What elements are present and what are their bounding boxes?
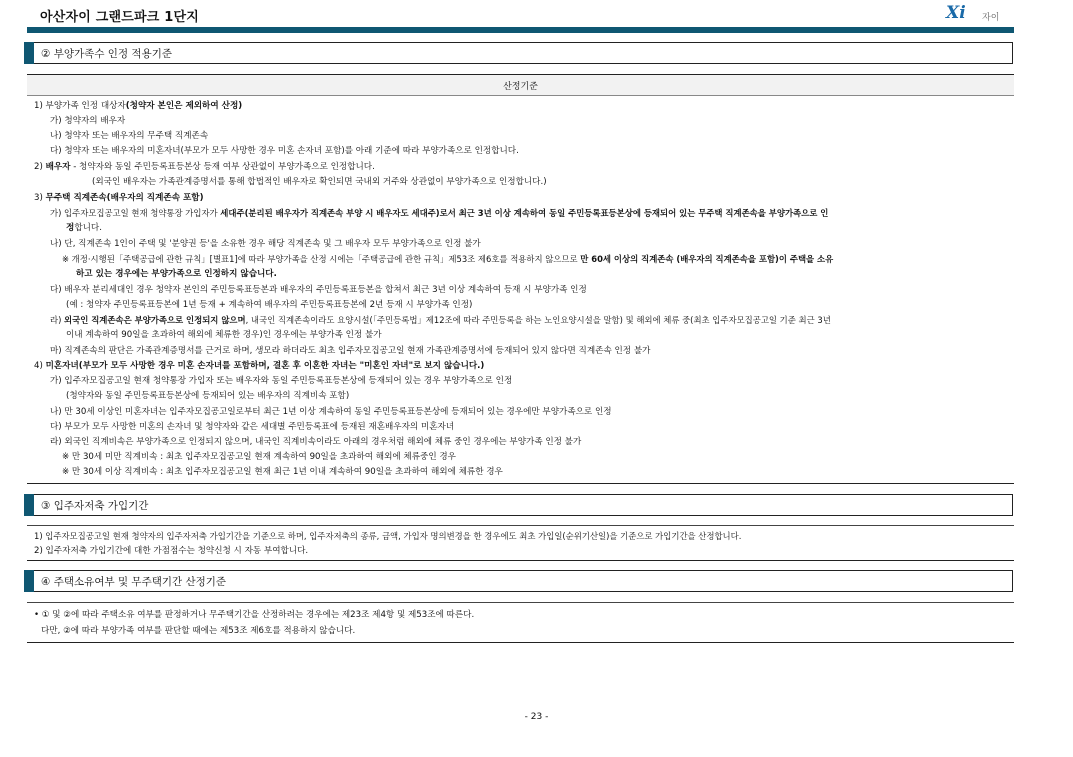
text-line: 나) 만 30세 이상인 미혼자녀는 입주자모집공고일로부터 최근 1년 이상 계속하여 동일 주민등록표등본상에 등재되어 있는 경우에만 부양가족으로 인정 bbox=[50, 407, 612, 417]
text-line: 4) 미혼자녀(부모가 모두 사망한 경우 미혼 손자녀를 포함하며, 결혼 후 이혼한 자녀는 "미혼인 자녀"로 보지 않습니다.) bbox=[34, 361, 485, 371]
section-marker bbox=[24, 42, 34, 64]
text-line: (예 : 청약자 주민등록표등본에 1년 등재 + 계속하여 배우자의 주민등록표등본에 2년 등재 시 부양가족 인정) bbox=[66, 300, 473, 310]
section-divider bbox=[27, 642, 1014, 643]
text-line: • ① 및 ②에 따라 주택소유 여부를 판정하거나 무주택기간을 산정하려는 경우에는 제23조 제4항 및 제53조에 따른다. bbox=[34, 610, 475, 620]
section-divider bbox=[27, 483, 1014, 484]
text-line: 2) 배우자 - 청약자와 동일 주민등록표등본상 등재 여부 상관없이 부양가족으로 인정합니다. bbox=[34, 162, 375, 172]
text-line: 2) 입주자저축 가입기간에 대한 가점점수는 청약신청 시 자동 부여합니다. bbox=[34, 546, 309, 556]
section-title: ② 부양가족수 인정 적용기준 bbox=[41, 48, 172, 60]
text-line: 다만, ②에 따라 부양가족 여부를 판단할 때에는 제53조 제6호를 적용하지 않습니다. bbox=[41, 626, 356, 636]
text-line: 다) 청약자 또는 배우자의 미혼자녀(부모가 모두 사망한 경우 미혼 손자녀 포함)를 아래 기준에 따라 부양가족으로 인정합니다. bbox=[50, 146, 519, 156]
section-divider bbox=[27, 560, 1014, 561]
text-line: 가) 입주자모집공고일 현재 청약통장 가입자가 세대주(분리된 배우자가 직계존속 부양 시 배우자도 세대주)로서 최근 3년 이상 계속하여 동일 주민등록표등본상에 등재되어 있는 무주택 직계존속을 부양가족으로 인 bbox=[50, 208, 829, 218]
text-line: 3) 무주택 직계존속(배우자의 직계존속 포함) bbox=[34, 193, 204, 203]
text-line: 마) 직계존속의 판단은 가족관계증명서를 근거로 하며, 생모라 하더라도 최초 입주자모집공고일 현재 가족관계증명서에 등재되어 있지 않다면 직계존속 인정 불가 bbox=[50, 346, 651, 356]
criteria-header bbox=[27, 74, 1014, 96]
text-line: ※ 개정·시행된「주택공급에 관한 규칙」[별표1]에 따라 부양가족을 산정 시에는「주택공급에 관한 규칙」제53조 제6호를 적용하지 않으므로 만 60세 이상의 직계존속 (배우자의 직계존속을 포함)이 주택을 소유 bbox=[62, 254, 834, 264]
text-line: 나) 단, 직계존속 1인이 주택 및 '분양권 등'을 소유한 경우 해당 직계존속 및 그 배우자 모두 부양가족으로 인정 불가 bbox=[50, 239, 481, 249]
text-line: (청약자와 동일 주민등록표등본상에 등재되어 있는 배우자의 직계비속 포함) bbox=[66, 391, 350, 401]
section-marker bbox=[24, 494, 34, 516]
text-line: 정합니다. bbox=[66, 223, 102, 233]
text-line: 다) 부모가 모두 사망한 미혼의 손자녀 및 청약자와 같은 세대별 주민등록표에 등재된 재혼배우자의 미혼자녀 bbox=[50, 422, 455, 432]
text-line: 1) 부양가족 인정 대상자(청약자 본인은 제외하여 산정) bbox=[34, 101, 243, 111]
section-heading-ownership bbox=[24, 570, 1013, 592]
text-line: 다) 배우자 분리세대인 경우 청약자 본인의 주민등록표등본과 배우자의 주민등록표등본을 합쳐서 최근 3년 이상 계속하여 등재 시 부양가족 인정 bbox=[50, 285, 587, 295]
text-line: 라) 외국인 직계존속은 부양가족으로 인정되지 않으며, 내국인 직계존속이라도 요양시설(「주민등록법」제12조에 따라 주민등록을 하는 노인요양시설을 말함) 및 해외에 체류 중(최초 입주자모집공고일 기준 최근 3년 bbox=[50, 315, 831, 325]
text-line: (외국인 배우자는 가족관계증명서를 통해 합법적인 배우자로 확인되면 국내외 거주와 상관없이 부양가족으로 인정합니다.) bbox=[92, 177, 547, 187]
text-line: ※ 만 30세 미만 직계비속 : 최초 입주자모집공고일 현재 계속하여 90일을 초과하여 해외에 체류중인 경우 bbox=[62, 452, 456, 462]
text-line: 가) 청약자의 배우자 bbox=[50, 116, 126, 126]
section-heading-dependents bbox=[24, 42, 1013, 64]
page-number: - 23 - bbox=[524, 712, 549, 722]
section-title: ④ 주택소유여부 및 무주택기간 산정기준 bbox=[41, 576, 227, 588]
section-marker bbox=[24, 570, 34, 592]
document-title: 아산자이 그랜드파크 1단지 bbox=[40, 10, 200, 25]
text-line: 1) 입주자모집공고일 현재 청약자의 입주자저축 가입기간을 기준으로 하며, 입주자저축의 종류, 금액, 가입자 명의변경을 한 경우에도 최초 가입일(순위기산일)을 기준으로 가입기간을 산정합니다. bbox=[34, 531, 742, 541]
text-line: 가) 입주자모집공고일 현재 청약통장 가입자 또는 배우자와 동일 주민등록표등본상에 등재되어 있는 경우 부양가족으로 인정 bbox=[50, 376, 513, 386]
criteria-label: 산정기준 bbox=[503, 82, 538, 92]
xi-logo bbox=[946, 3, 1006, 25]
logo-mark: Xi bbox=[946, 3, 966, 23]
text-line: 라) 외국인 직계비속은 부양가족으로 인정되지 않으며, 내국인 직계비속이라도 아래의 경우처럼 해외에 체류 중인 경우에는 부양가족 인정 불가 bbox=[50, 437, 582, 447]
text-line: ※ 만 30세 이상 직계비속 : 최초 입주자모집공고일 현재 최근 1년 이내 계속하여 90일을 초과하여 해외에 체류한 경우 bbox=[62, 467, 503, 477]
logo-text: 자이 bbox=[982, 13, 1000, 23]
text-line: 하고 있는 경우에는 부양가족으로 인정하지 않습니다. bbox=[76, 269, 277, 279]
text-line: 이내 계속하여 90일을 초과하여 해외에 체류한 경우)인 경우에는 부양가족 인정 불가 bbox=[66, 330, 382, 340]
section-heading-savings bbox=[24, 494, 1013, 516]
section-divider bbox=[27, 525, 1014, 526]
section-divider bbox=[27, 602, 1014, 603]
text-line: 나) 청약자 또는 배우자의 무주택 직계존속 bbox=[50, 131, 209, 141]
section-title: ③ 입주자저축 가입기간 bbox=[41, 500, 149, 512]
header-rule bbox=[27, 27, 1014, 33]
